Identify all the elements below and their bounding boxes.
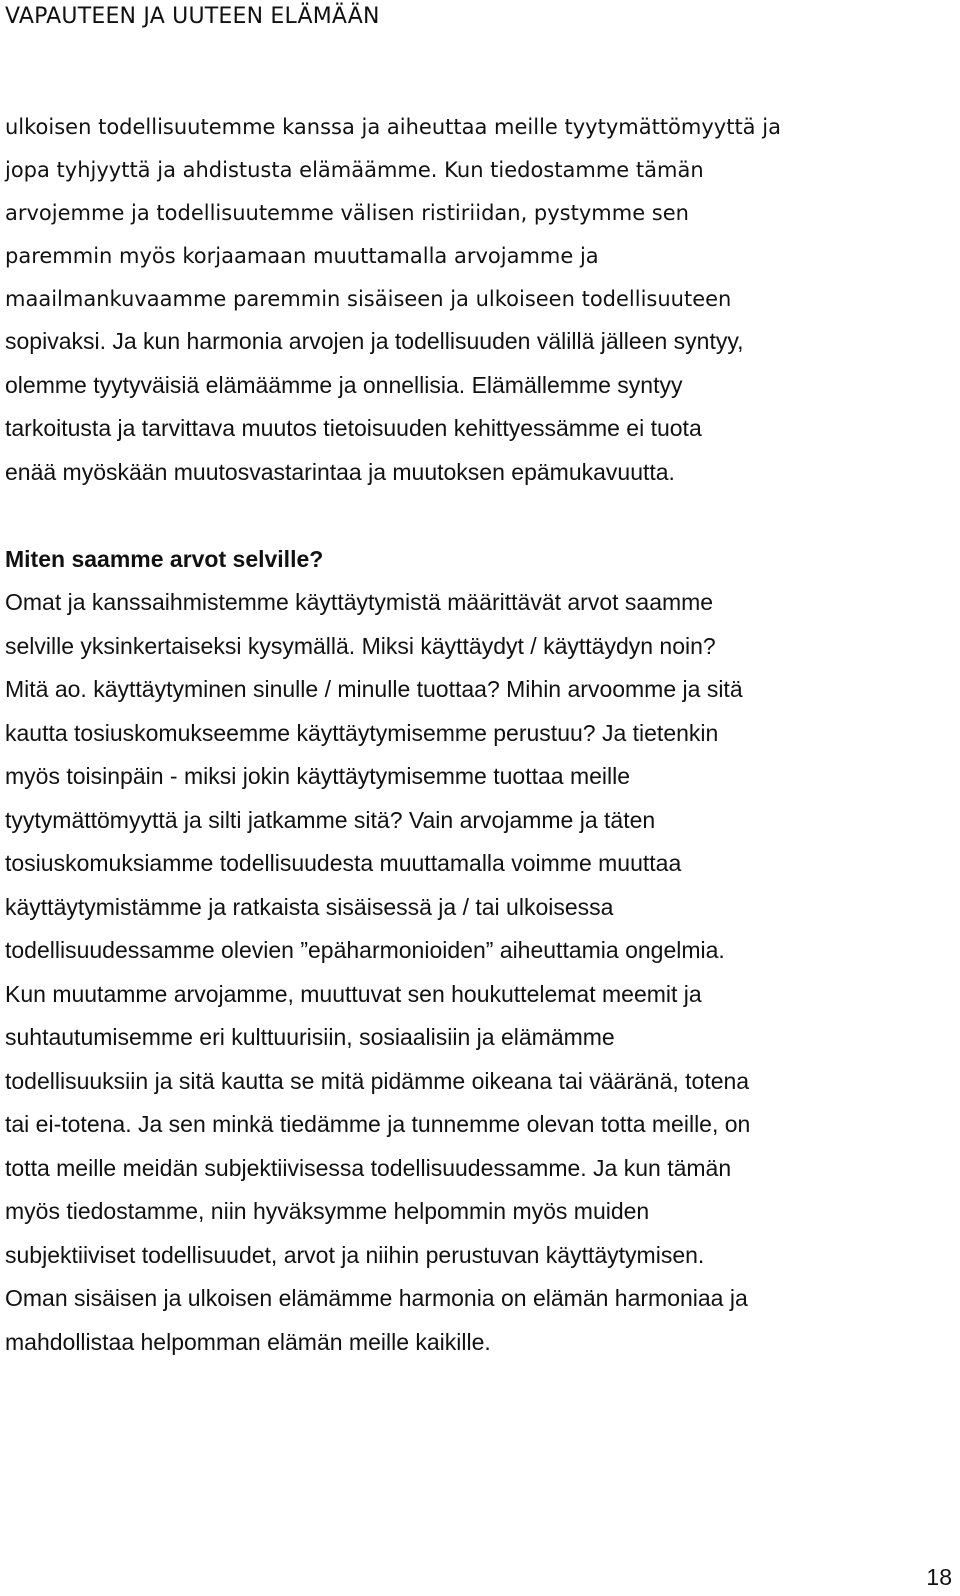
page-number: 18	[926, 1564, 952, 1590]
text-line: totta meille meidän subjektiivisessa todellisuudessamme. Ja kun tämän	[5, 1154, 732, 1181]
text-line: Mitä ao. käyttäytyminen sinulle / minulle tuottaa? Mihin arvoomme ja sitä	[5, 676, 743, 702]
text-line: suhtautumisemme eri kulttuurisiin, sosiaalisiin ja elämämme	[5, 1024, 615, 1050]
text-line: mahdollistaa helpomman elämän meille kaikille.	[5, 1328, 491, 1355]
paragraph-1	[5, 106, 955, 321]
paragraph-2	[5, 320, 955, 494]
text-line: tosiuskomuksiamme todellisuudesta muuttamalla voimme muuttaa	[5, 850, 682, 876]
section-body	[5, 581, 955, 1364]
text-line: myös toisinpäin - miksi jokin käyttäytymisemme tuottaa meille	[5, 763, 631, 789]
section-heading: Miten saamme arvot selville?	[5, 546, 324, 572]
text-line: kautta tosiuskomukseemme käyttäytymisemme perustuu? Ja tietenkin	[5, 719, 719, 746]
text-line: Oman sisäisen ja ulkoisen elämämme harmonia on elämän harmoniaa ja	[5, 1285, 748, 1311]
text-line: maailmankuvaamme paremmin sisäiseen ja ulkoiseen todellisuuteen	[5, 287, 732, 311]
text-line: Omat ja kanssaihmistemme käyttäytymistä määrittävät arvot saamme	[5, 589, 714, 615]
text-line: ulkoisen todellisuutemme kanssa ja aiheuttaa meille tyytymättömyyttä ja	[5, 115, 781, 139]
text-line: sopivaksi. Ja kun harmonia arvojen ja todellisuuden välillä jälleen syntyy,	[5, 328, 744, 354]
text-line: tarkoitusta ja tarvittava muutos tietoisuuden kehittyessämme ei tuota	[5, 415, 702, 441]
text-line: subjektiiviset todellisuudet, arvot ja niihin perustuvan käyttäytymisen.	[5, 1241, 705, 1268]
text-line: todellisuudessamme olevien ”epäharmonioiden” aiheuttamia ongelmia.	[5, 937, 725, 963]
text-line: Kun muutamme arvojamme, muuttuvat sen houkuttelemat meemit ja	[5, 980, 702, 1007]
text-line: todellisuuksiin ja sitä kautta se mitä pidämme oikeana tai vääränä, totena	[5, 1067, 750, 1094]
text-line: jopa tyhjyyttä ja ahdistusta elämäämme. Kun tiedostamme tämän	[5, 158, 704, 182]
text-line: olemme tyytyväisiä elämäämme ja onnellisia. Elämällemme syntyy	[5, 371, 683, 398]
text-line: tai ei-totena. Ja sen minkä tiedämme ja tunnemme olevan totta meille, on	[5, 1111, 751, 1137]
text-line: arvojemme ja todellisuutemme välisen ristiriidan, pystymme sen	[5, 201, 689, 225]
text-line: enää myöskään muutosvastarintaa ja muutoksen epämukavuutta.	[5, 458, 675, 485]
page-header-title: VAPAUTEEN JA UUTEEN ELÄMÄÄN	[5, 4, 380, 29]
text-line: tyytymättömyyttä ja silti jatkamme sitä? Vain arvojamme ja täten	[5, 806, 656, 833]
text-line: selville yksinkertaiseksi kysymällä. Miksi käyttäydyt / käyttäydyn noin?	[5, 632, 716, 659]
text-line: myös tiedostamme, niin hyväksymme helpommin myös muiden	[5, 1198, 650, 1224]
text-line: paremmin myös korjaamaan muuttamalla arvojamme ja	[5, 244, 599, 268]
text-line: käyttäytymistämme ja ratkaista sisäisessä ja / tai ulkoisessa	[5, 893, 614, 920]
